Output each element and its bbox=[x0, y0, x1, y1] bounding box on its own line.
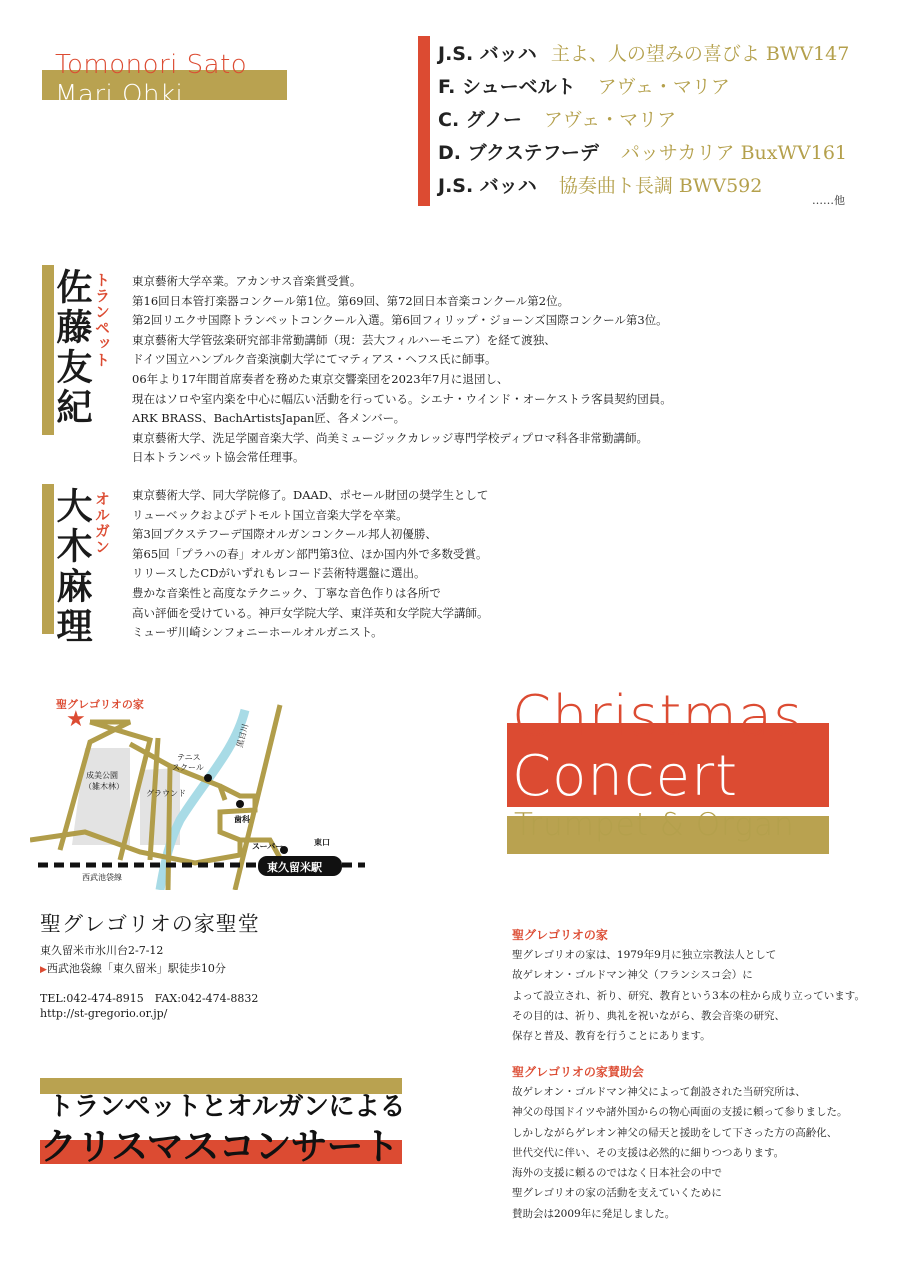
bio-line: 高い評価を受けている。神戸女学院大学、東洋英和女学院大学講師。 bbox=[132, 605, 489, 620]
venue-address: 東久留米市氷川台2-7-12 bbox=[40, 944, 164, 957]
program-composer: F. シューベルト bbox=[438, 76, 576, 98]
profile2-name: 大木麻理 bbox=[51, 487, 93, 647]
concert-subtitle: Trumpet & Organ bbox=[514, 807, 795, 843]
map-label-river: 黒目川 bbox=[235, 723, 251, 749]
map-label-park: （雑木林） bbox=[84, 782, 124, 791]
about-line: 保存と普及、教育を行うことにあります。 bbox=[512, 1030, 711, 1043]
about-body bbox=[512, 945, 865, 1046]
bio-line: リリースしたCDがいずれもレコード芸術特選盤に選出。 bbox=[132, 566, 426, 581]
bio-line: 第65回「プラハの春」オルガン部門第3位、ほか国内外で多数受賞。 bbox=[132, 546, 488, 561]
concert-title-line1: Christmas bbox=[512, 684, 804, 749]
program-item bbox=[438, 104, 849, 137]
profile1-bio bbox=[132, 272, 672, 468]
bio-line: 日本トランペット協会常任理事。 bbox=[132, 450, 305, 465]
bio-line: 現在はソロや室内楽を中心に幅広い活動を行っている。シエナ・ウインド・オーケストラ客員契約団員。 bbox=[132, 391, 672, 406]
bio-line: 東京藝術大学管弦楽研究部非常勤講師（現：芸大フィルハーモニア）を経て渡独、 bbox=[132, 332, 556, 347]
map-label-ground: グラウンド bbox=[146, 789, 186, 798]
bio-line: 豊かな音楽性と高度なテクニック、丁寧な音色作りは各所で bbox=[132, 585, 441, 600]
bio-line: 06年より17年間首席奏者を務めた東京交響楽団を2023年7月に退団し、 bbox=[132, 371, 509, 386]
performer-name-1: Tomonori Sato bbox=[55, 50, 248, 80]
about-line: 神父の母国ドイツや諸外国からの物心両面の支援に頼って参りました。 bbox=[512, 1106, 848, 1119]
venue-url[interactable]: http://st-gregorio.or.jp/ bbox=[40, 1007, 168, 1020]
about-line: しかしながらゲレオン神父の帰天と援助をして下さった方の高齢化、 bbox=[512, 1126, 838, 1139]
map-label-line: 西武池袋線 bbox=[82, 873, 122, 882]
program-composer: J.S. バッハ bbox=[438, 43, 537, 65]
program-item bbox=[438, 137, 849, 170]
venue-access bbox=[40, 960, 226, 976]
bio-line: 第2回リエクサ国際トランペットコンクール入選。第6回フィリップ・ジョーンズ国際コンクール第3位。 bbox=[132, 313, 668, 328]
profile2-bio bbox=[132, 486, 489, 643]
profile2-role: オルガン bbox=[93, 491, 111, 555]
program-composer: J.S. バッハ bbox=[438, 175, 537, 197]
arrow-right-icon: ▶ bbox=[40, 965, 47, 975]
program-accent-bar bbox=[418, 36, 430, 206]
tennis-dot bbox=[204, 774, 212, 782]
bio-line: ARK BRASS、BachArtistsJapan匠、各メンバー。 bbox=[132, 411, 406, 426]
about-heading: 聖グレゴリオの家 bbox=[512, 928, 608, 942]
map-label-station: 東久留米駅 bbox=[267, 861, 322, 874]
about-line: 聖グレゴリオの家は、1979年9月に独立宗教法人として bbox=[512, 949, 777, 961]
about-line: 海外の支援に頼るのではなく日本社会の中で bbox=[512, 1167, 722, 1180]
program-item bbox=[438, 71, 849, 104]
program-work: 主よ、人の望みの喜びよ BWV147 bbox=[550, 43, 850, 65]
bio-line: 東京藝術大学、洗足学園音楽大学、尚美ミュージックカレッジ専門学校ディプロマ科各非常勤講師。 bbox=[132, 430, 648, 445]
program-item bbox=[438, 38, 849, 71]
about-line: 故ゲレオン・ゴルドマン神父によって創設された当研究所は、 bbox=[512, 1086, 806, 1098]
program-item bbox=[438, 170, 849, 203]
bio-line: リューベックおよびデトモルト国立音楽大学を卒業。 bbox=[132, 507, 408, 522]
bio-line: 第16回日本管打楽器コンクール第1位。第69回、第72回日本音楽コンクール第2位。 bbox=[132, 293, 570, 308]
map-label-tennis: テニス bbox=[177, 753, 201, 762]
dental-dot bbox=[236, 800, 244, 808]
map-label-east-exit: 東口 bbox=[314, 838, 330, 847]
about-line: 故ゲレオン・ゴルドマン神父（フランシスコ会）に bbox=[512, 969, 753, 982]
bio-line: ドイツ国立ハンブルク音楽演劇大学にてマティアス・ヘフス氏に師事。 bbox=[132, 352, 497, 367]
bio-line: 東京藝術大学卒業。アカンサス音楽賞受賞。 bbox=[132, 274, 362, 288]
map-label-dental: 歯科 bbox=[234, 815, 250, 824]
program-work: アヴェ・マリア bbox=[543, 109, 677, 131]
map-label-park: 成美公園 bbox=[86, 771, 118, 780]
bio-line: 第3回ブクステフーデ国際オルガンコンクール邦人初優勝、 bbox=[132, 527, 437, 542]
map-label-super: スーパー bbox=[252, 842, 284, 851]
concert-title-line2: Concert bbox=[512, 744, 739, 809]
supporters-heading: 聖グレゴリオの家賛助会 bbox=[512, 1065, 644, 1079]
profile1-name: 佐藤友紀 bbox=[51, 268, 93, 428]
star-icon: ★ bbox=[66, 707, 86, 732]
about-line: 聖グレゴリオの家の活動を支えていくために bbox=[512, 1187, 722, 1200]
map-title: 聖グレゴリオの家 bbox=[56, 698, 144, 711]
program-work: アヴェ・マリア bbox=[597, 76, 730, 98]
supporters-body bbox=[512, 1082, 847, 1224]
bio-line: ミューザ川崎シンフォニーホールオルガニスト。 bbox=[132, 625, 383, 640]
program-etc: ……他 bbox=[812, 194, 845, 207]
venue-access-text: 西武池袋線「東久留米」駅徒歩10分 bbox=[46, 962, 226, 975]
about-line: 世代交代に伴い、その支援は必然的に細りつつあります。 bbox=[512, 1146, 785, 1159]
about-line: よって設立され、祈り、研究、教育という3本の柱から成り立っています。 bbox=[512, 989, 865, 1002]
access-map bbox=[30, 700, 370, 890]
jp-title-line1: トランペットとオルガンによる bbox=[48, 1092, 406, 1122]
about-line: 賛助会は2009年に発足しました。 bbox=[512, 1207, 676, 1220]
program-work: パッサカリア BuxWV161 bbox=[620, 142, 847, 164]
program-work: 協奏曲ト長調 BWV592 bbox=[558, 175, 763, 197]
venue-tel: TEL:042-474-8915 FAX:042-474-8832 bbox=[40, 992, 259, 1005]
bio-line: 東京藝術大学、同大学院修了。DAAD、ポセール財団の奨学生として bbox=[132, 488, 489, 502]
venue-name: 聖グレゴリオの家聖堂 bbox=[40, 912, 260, 936]
jp-title-line2: クリスマスコンサート bbox=[40, 1124, 399, 1168]
program-composer: D. ブクステフーデ bbox=[438, 142, 599, 164]
profile1-role: トランペット bbox=[93, 272, 111, 368]
performer-names bbox=[55, 50, 247, 110]
about-line: その目的は、祈り、典礼を祝いながら、教会音楽の研究、 bbox=[512, 1009, 785, 1022]
program-composer: C. グノー bbox=[438, 109, 522, 131]
map-label-tennis: スクール bbox=[172, 763, 204, 772]
program-list bbox=[438, 38, 849, 203]
performer-name-2: Mari Ohki bbox=[55, 80, 184, 110]
